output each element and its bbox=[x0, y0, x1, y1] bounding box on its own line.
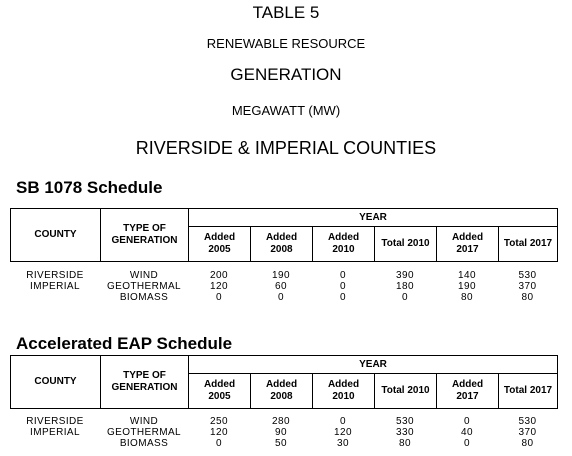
schedule-header-table bbox=[10, 355, 558, 409]
table-row bbox=[10, 281, 557, 292]
total-2017-header: Total 2017 bbox=[499, 227, 558, 262]
county-header: COUNTY bbox=[11, 356, 101, 409]
document-title: GENERATION bbox=[230, 65, 342, 84]
table-row bbox=[10, 438, 557, 449]
value-cell: 0 bbox=[216, 292, 222, 303]
value-cell: 390 bbox=[396, 270, 414, 281]
county-cell: IMPERIAL bbox=[30, 427, 80, 438]
added-2008-header: Added 2008 bbox=[251, 227, 313, 262]
table-label: TABLE 5 bbox=[252, 3, 320, 22]
value-cell: 60 bbox=[275, 281, 287, 292]
type-header: TYPE OF GENERATION bbox=[101, 209, 189, 262]
value-cell: 120 bbox=[210, 427, 228, 438]
value-cell: 0 bbox=[340, 292, 346, 303]
value-cell: 120 bbox=[334, 427, 352, 438]
county-cell bbox=[10, 292, 100, 303]
value-cell: 250 bbox=[210, 416, 228, 427]
value-cell: 40 bbox=[461, 427, 473, 438]
county-cell bbox=[10, 438, 100, 449]
county-header: COUNTY bbox=[11, 209, 101, 262]
value-cell: 280 bbox=[272, 416, 290, 427]
unit-label: MEGAWATT (MW) bbox=[231, 103, 341, 118]
value-cell: 200 bbox=[210, 270, 228, 281]
value-cell: 120 bbox=[210, 281, 228, 292]
value-cell: 0 bbox=[464, 438, 470, 449]
total-2010-header: Total 2010 bbox=[375, 227, 437, 262]
value-cell: 0 bbox=[340, 416, 346, 427]
type-cell: BIOMASS bbox=[119, 438, 169, 449]
value-cell: 370 bbox=[518, 281, 537, 292]
added-2010-header: Added 2010 bbox=[313, 227, 375, 262]
county-cell: RIVERSIDE bbox=[26, 270, 84, 281]
total-2017-header: Total 2017 bbox=[499, 374, 558, 409]
table-row bbox=[10, 270, 557, 281]
year-header: YEAR bbox=[189, 209, 558, 227]
value-cell: 180 bbox=[396, 281, 414, 292]
value-cell: 190 bbox=[272, 270, 290, 281]
value-cell: 90 bbox=[275, 427, 287, 438]
type-cell: WIND bbox=[129, 416, 159, 427]
value-cell: 0 bbox=[216, 438, 222, 449]
value-cell: 30 bbox=[337, 438, 349, 449]
value-cell: 140 bbox=[458, 270, 476, 281]
type-cell: GEOTHERMAL bbox=[106, 427, 181, 438]
added-2008-header: Added 2008 bbox=[251, 374, 313, 409]
type-cell: BIOMASS bbox=[119, 292, 169, 303]
schedule-data-table bbox=[10, 270, 557, 303]
county-cell: RIVERSIDE bbox=[26, 416, 84, 427]
table-row bbox=[10, 416, 557, 427]
value-cell: 80 bbox=[521, 438, 534, 449]
type-header: TYPE OF GENERATION bbox=[101, 356, 189, 409]
document-subtitle: RENEWABLE RESOURCE bbox=[206, 36, 366, 51]
value-cell: 0 bbox=[278, 292, 284, 303]
value-cell: 0 bbox=[402, 292, 408, 303]
value-cell: 370 bbox=[518, 427, 537, 438]
value-cell: 530 bbox=[518, 270, 537, 281]
schedule-title: Accelerated EAP Schedule bbox=[16, 334, 233, 353]
value-cell: 80 bbox=[399, 438, 411, 449]
value-cell: 190 bbox=[458, 281, 476, 292]
type-cell: GEOTHERMAL bbox=[106, 281, 181, 292]
added-2017-header: Added 2017 bbox=[437, 227, 499, 262]
region-heading: RIVERSIDE & IMPERIAL COUNTIES bbox=[135, 138, 437, 158]
added-2017-header: Added 2017 bbox=[437, 374, 499, 409]
added-2005-header: Added 2005 bbox=[189, 227, 251, 262]
added-2010-header: Added 2010 bbox=[313, 374, 375, 409]
schedule-header-table bbox=[10, 208, 558, 262]
type-cell: WIND bbox=[129, 270, 159, 281]
schedule-title: SB 1078 Schedule bbox=[16, 178, 163, 197]
value-cell: 80 bbox=[521, 292, 534, 303]
value-cell: 50 bbox=[275, 438, 287, 449]
value-cell: 0 bbox=[340, 270, 346, 281]
table-row bbox=[10, 427, 557, 438]
year-header: YEAR bbox=[189, 356, 558, 374]
total-2010-header: Total 2010 bbox=[375, 374, 437, 409]
schedule-data-table bbox=[10, 416, 557, 449]
value-cell: 0 bbox=[340, 281, 346, 292]
added-2005-header: Added 2005 bbox=[189, 374, 251, 409]
value-cell: 330 bbox=[396, 427, 414, 438]
county-cell: IMPERIAL bbox=[30, 281, 80, 292]
table-row bbox=[10, 292, 557, 303]
value-cell: 0 bbox=[464, 416, 470, 427]
value-cell: 530 bbox=[518, 416, 537, 427]
value-cell: 80 bbox=[461, 292, 473, 303]
value-cell: 530 bbox=[396, 416, 414, 427]
